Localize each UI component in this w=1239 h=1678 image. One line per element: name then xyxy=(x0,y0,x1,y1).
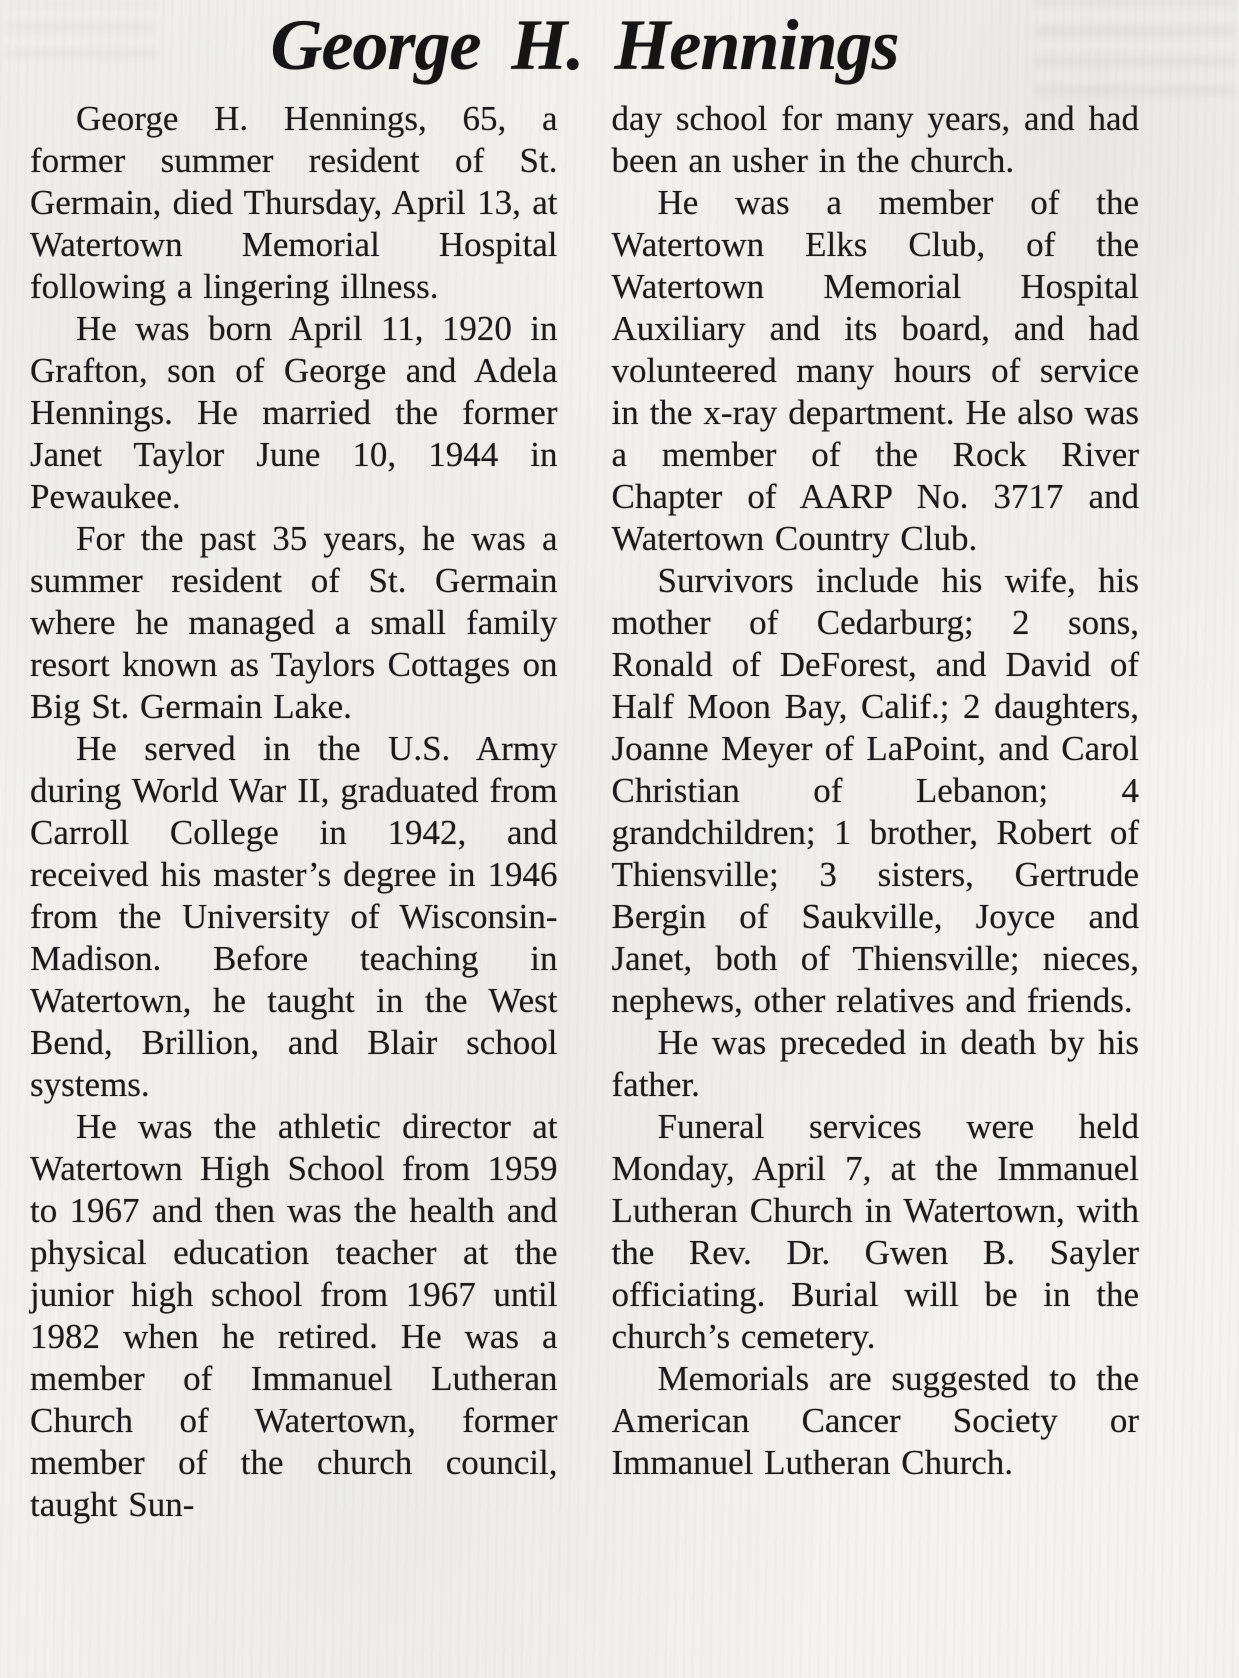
obituary-headline: George H. Hennings xyxy=(270,5,899,85)
paragraph-church-continuation: day school for many years, and had been an usher in the church. xyxy=(611,98,1139,180)
paragraph-survivors: Survivors include his wife, his mother of Cedarburg; 2 sons, Ronald of DeForest, and David of Half Moon Bay, Calif.; 2 daughters, Joanne Meyer of LaPoint, and Carol Christian of Lebanon; 4 grandchildren; 1 brother, Robert of Thiensville; 3 sisters, Gertrude Bergin of Saukville, Joyce and Janet, both of Thiensville; nieces, nephews, other relatives and friends. xyxy=(611,560,1139,1020)
paragraph-funeral-services: Funeral services were held Monday, April 7, at the Immanuel Lutheran Church in Watertown, with the Rev. Dr. Gwen B. Sayler officiating. Burial will be in the church’s cemetery. xyxy=(611,1106,1139,1356)
paragraph-intro: George H. Hennings, 65, a former summer resident of St. Germain, died Thursday, April 13, at Watertown Memorial Hospital following a lingering illness. xyxy=(30,98,558,306)
paragraph-memorials: Memorials are suggested to the American Cancer Society or Immanuel Lutheran Church. xyxy=(611,1358,1139,1482)
article-columns xyxy=(30,98,1139,1526)
paragraph-birth-marriage: He was born April 11, 1920 in Grafton, son of George and Adela Hennings. He married the former Janet Taylor June 10, 1944 in Pewaukee. xyxy=(30,308,558,516)
paragraph-career-church: He was the athletic director at Watertown High School from 1959 to 1967 and then was the health and physical education teacher at the junior high school from 1967 until 1982 when he retired. He was a member of Immanuel Lutheran Church of Watertown, former member of the church council, taught Sun- xyxy=(30,1106,558,1524)
paragraph-preceded-in-death: He was preceded in death by his father. xyxy=(611,1022,1139,1104)
left-column xyxy=(30,98,558,1526)
paragraph-memberships: He was a member of the Watertown Elks Club, of the Watertown Memorial Hospital Auxiliary and its board, and had volunteered many hours of service in the x-ray department. He also was a member of the Rock River Chapter of AARP No. 3717 and Watertown Country Club. xyxy=(611,182,1139,558)
paragraph-army-education: He served in the U.S. Army during World War II, graduated from Carroll College in 1942, and received his master’s degree in 1946 from the University of Wisconsin-Madison. Before teaching in Watertown, he taught in the West Bend, Brillion, and Blair school systems. xyxy=(30,728,558,1104)
right-column xyxy=(612,98,1140,1526)
paragraph-summer-resident: For the past 35 years, he was a summer resident of St. Germain where he managed a small family resort known as Taylors Cottages on Big St. Germain Lake. xyxy=(30,518,558,726)
